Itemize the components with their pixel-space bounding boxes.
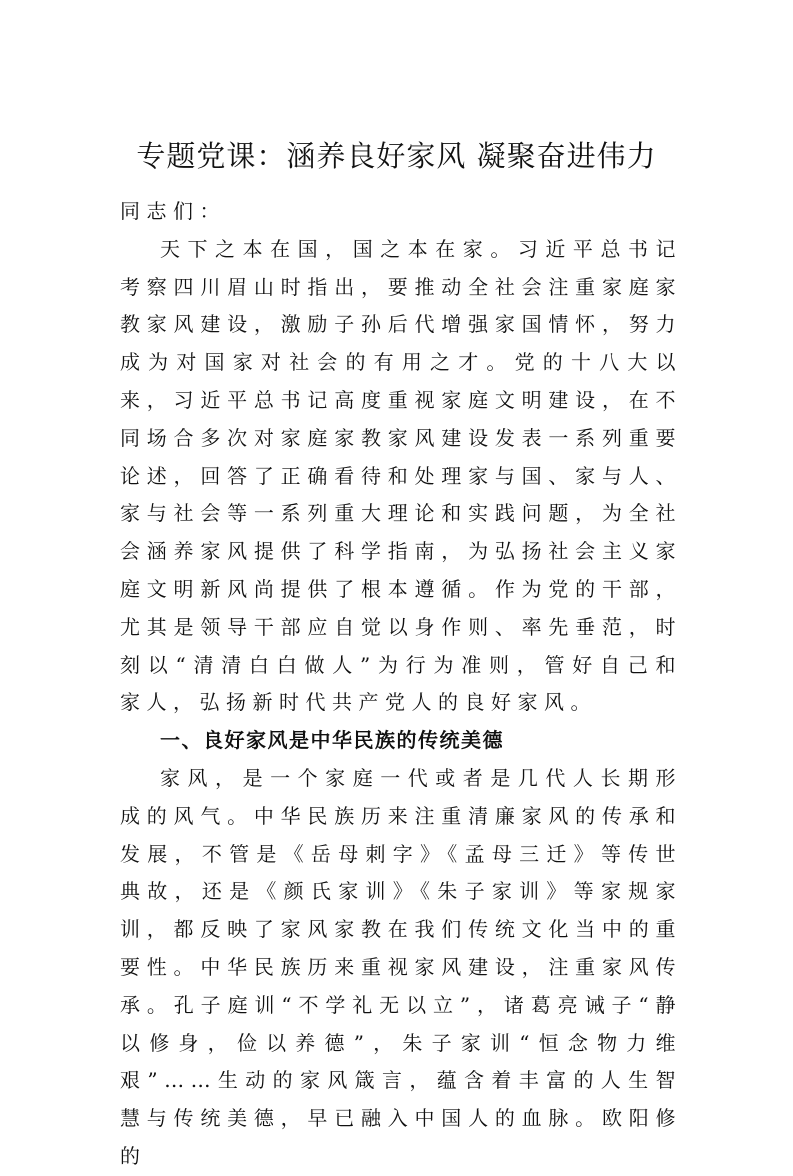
- document-title: 专题党课：涵养良好家风 凝聚奋进伟力: [136, 139, 657, 173]
- salutation: 同志们：: [120, 199, 226, 223]
- intro-paragraph: 天下之本在国，国之本在家。习近平总书记考察四川眉山时指出，要推动全社会注重家庭家教家风建设，激励子孙后代增强家国情怀，努力成为对国家对社会的有用之才。党的十八大以来，习近平总书记高度重视家庭文明建设，在不同场合多次对家庭家教家风建设发表一系列重要论述，回答了正确看待和处理家与国、家与人、家与社会等一系列重大理论和实践问题，为全社会涵养家风提供了科学指南，为弘扬社会主义家庭文明新风尚提供了根本遵循。作为党的干部，尤其是领导干部应自觉以身作则、率先垂范，时刻以“清清白白做人”为行为准则，管好自己和家人，弘扬新时代共产党人的良好家风。: [120, 236, 682, 715]
- section-1-paragraph: 家风，是一个家庭一代或者是几代人长期形成的风气。中华民族历来注重清廉家风的传承和发展，不管是《岳母刺字》《孟母三迁》等传世典故，还是《颜氏家训》《朱子家训》等家规家训，都反映了家风家教在我们传统文化当中的重要性。中华民族历来重视家风建设，注重家风传承。孔子庭训“不学礼无以立”，诸葛亮诫子“静以修身，俭以养德”，朱子家训“恒念物力维艰”……生动的家风箴言，蕴含着丰富的人生智慧与传统美德，早已融入中国人的血脉。欧阳修的: [120, 765, 682, 1168]
- document-body: [120, 193, 682, 1176]
- section-heading-1: 一、良好家风是中华民族的传统美德: [160, 728, 504, 753]
